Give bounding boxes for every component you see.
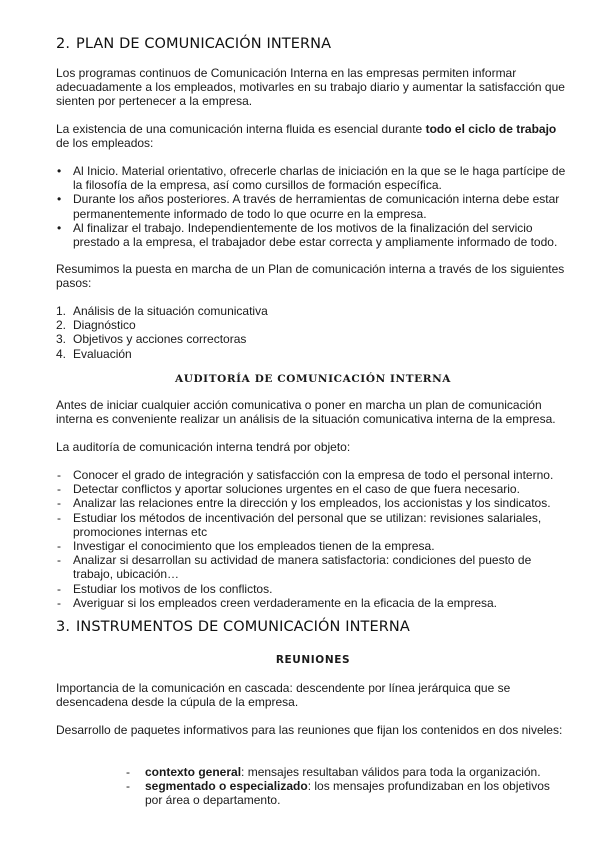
list-item: - contexto general: mensajes resultaban válidos para toda la organización. [126, 765, 570, 779]
cascade-paragraph: Importancia de la comunicación en cascada: descendente por línea jerárquica que se desencadena desde la cúpula de la empresa. [56, 681, 511, 710]
section-3-heading [56, 618, 570, 636]
list-item: - Analizar si desarrollan su actividad de manera satisfactoria: condiciones del puesto de trabajo, ubicación… [56, 553, 570, 581]
list-item: • Al Inicio. Material orientativo, ofrecerle charlas de iniciación en la que se le haga partícipe de la filosofía de la empresa, así como cursillos de formación específica. [56, 164, 570, 192]
list-item: - Averiguar si los empleados creen verdaderamente en la eficacia de la empresa. [56, 596, 570, 610]
list-item: - segmentado o especializado: los mensajes profundizaban en los objetivos por área o departamento. [126, 779, 570, 807]
list-item: 2. Diagnóstico [56, 318, 136, 333]
section-2-heading [56, 35, 570, 53]
audit-objective: La auditoría de comunicación interna tendrá por objeto: [56, 440, 351, 454]
section-3-number: 3. [56, 619, 71, 635]
steps-intro: Resumimos la puesta en marcha de un Plan de comunicación interna a través de los siguientes pasos: [56, 262, 565, 291]
list-item: - Estudiar los motivos de los conflictos. [56, 582, 570, 596]
list-item: 3. Objetivos y acciones correctoras [56, 332, 247, 347]
list-item: - Investigar el conocimiento que los empleados tienen de la empresa. [56, 539, 570, 553]
intro-paragraph: Los programas continuos de Comunicación Interna en las empresas permiten informar adecuadamente a los empleados, motivarles en su trabajo diario y aumentar la satisfacción que sienten por pertenecer a la empresa. [56, 66, 565, 109]
section-2-number: 2. [56, 36, 71, 52]
list-item: 1. Análisis de la situación comunicativa [56, 304, 268, 318]
audit-list [56, 468, 570, 610]
work-cycle-list [56, 164, 570, 249]
list-item: - Conocer el grado de integración y satisfacción con la empresa de todo el personal interno. [56, 468, 570, 482]
work-cycle-paragraph: La existencia de una comunicación interna fluida es esencial durante todo el ciclo de trabajo de los empleados: [56, 122, 557, 151]
list-item: - Estudiar los métodos de incentivación del personal que se utilizan: revisiones salariales, promociones internas etc [56, 511, 570, 539]
meetings-heading: REUNIONES [275, 654, 351, 666]
list-item: 4. Evaluación [56, 346, 132, 361]
section-2-title: PLAN DE COMUNICACIÓN INTERNA [76, 36, 332, 52]
levels-list [126, 765, 570, 808]
section-3-title: INSTRUMENTOS DE COMUNICACIÓN INTERNA [76, 619, 410, 635]
list-item: - Analizar las relaciones entre la dirección y los empleados, los accionistas y los sindicatos. [56, 496, 570, 510]
steps-list [56, 304, 570, 361]
list-item: • Durante los años posteriores. A través de herramientas de comunicación interna debe estar permanentemente informado de todo lo que ocurre en la empresa. [56, 192, 570, 220]
list-item: - Detectar conflictos y aportar soluciones urgentes en el caso de que fuera necesario. [56, 482, 570, 496]
audit-heading: AUDITORÍA DE COMUNICACIÓN INTERNA [174, 373, 452, 385]
work-cycle-emphasis: todo el ciclo de trabajo [425, 122, 557, 136]
list-item: • Al finalizar el trabajo. Independientemente de los motivos de la finalización del servicio prestado a la empresa, el trabajador debe estar correcta y ampliamente informado de todo. [56, 221, 570, 249]
packages-paragraph: Desarrollo de paquetes informativos para las reuniones que fijan los contenidos en dos niveles: [56, 723, 563, 737]
audit-intro: Antes de iniciar cualquier acción comunicativa o poner en marcha un plan de comunicación interna es conveniente realizar un análisis de la situación comunicativa interna de la empresa. [56, 398, 556, 427]
